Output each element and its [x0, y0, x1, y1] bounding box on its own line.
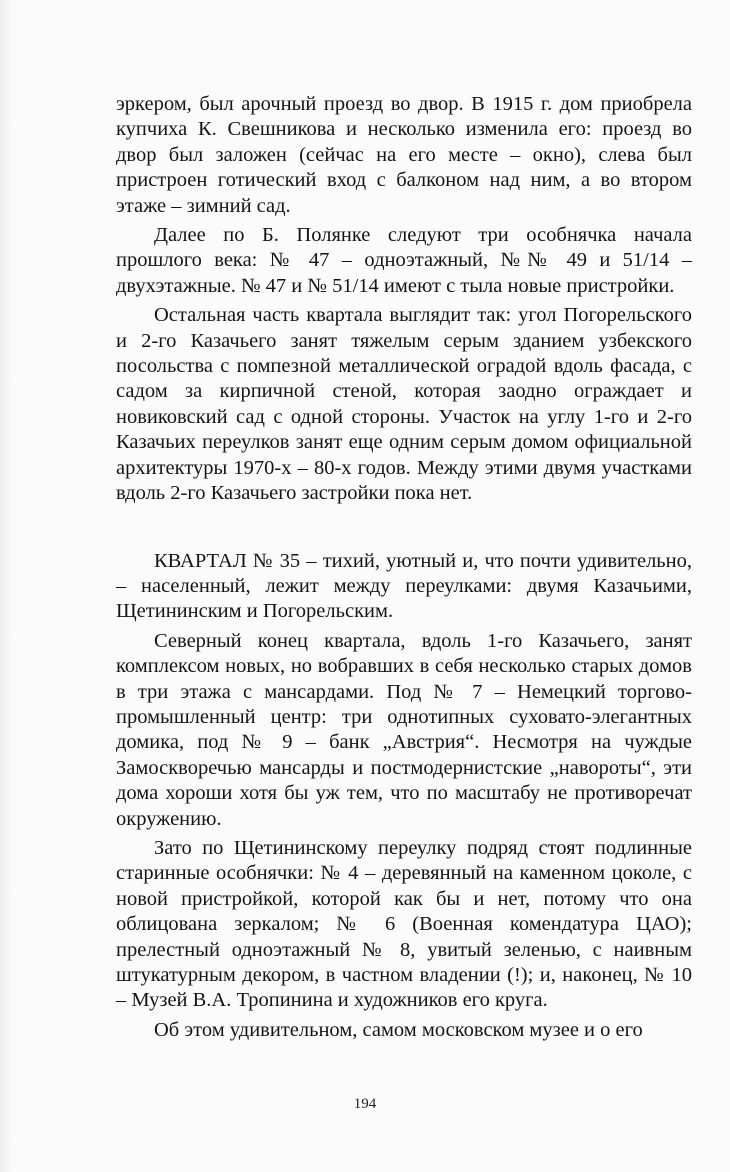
paragraph-rest-of-block: Остальная часть квартала выглядит так: угол Погорельского и 2-го Казачьего занят тяжелым серым зданием узбекского посольства с помпезной металлической оградой вдоль фасада, с садом за кирпичной стеной, которая заодно ограждает и новиковский сад с одной стороны. Участок на углу 1-го и 2-го Казачьих переулков занят еще одним серым домом официальной архитектуры 1970-х – 80-х годов. Между этими двумя участками вдоль 2-го Казачьего застройки пока нет.: [116, 304, 692, 505]
page-body-text: [116, 92, 692, 1043]
paragraph-museum-start: Об этом удивительном, самом московском музее и о его: [154, 1018, 643, 1041]
paragraph-polyanka-mansions: Далее по Б. Полянке следуют три особнячка начала прошлого века: № 47 – одноэтажный, №№ 49 и 51/14 – двухэтажные. № 47 и № 51/14 имеют с тыла новые пристройки.: [116, 224, 692, 297]
paragraph-continuation: эркером, был арочный проезд во двор. В 1915 г. дом приобрела купчиха К. Свешникова и несколько изменила его: проезд во двор был заложен (сейчас на его месте – окно), слева был пристроен готический вход с балконом над ним, а во втором этаже – зимний сад.: [116, 93, 692, 217]
paragraph-block-35-heading: КВАРТАЛ № 35 – тихий, уютный и, что почти удивительно, – населенный, лежит между переулками: двумя Казачьими, Щетининским и Погорельским.: [116, 549, 692, 623]
paragraph-shchetininsky-lane: Зато по Щетининскому переулку подряд стоят подлинные старинные особнячки: № 4 – деревянный на каменном цоколе, с новой пристройкой, которой как бы и нет, потому что она облицована зеркалом; № 6 (Военная комендатура ЦАО); прелестный одноэтажный № 8, увитый зеленью, с наивным штукатурным декором, в частном владении (!); и, наконец, № 10 – Музей В.А. Тропинина и художников его круга.: [116, 836, 692, 1012]
scan-edge-shadow: [0, 0, 14, 1172]
paragraph-north-end: Северный конец квартала, вдоль 1-го Казачьего, занят комплексом новых, но вобравших в себя несколько старых домов в три этажа с мансардами. Под № 7 – Немецкий торгово-промышленный центр: три однотипных суховато-элегантных домика, под № 9 – банк „Австрия“. Несмотря на чуждые Замоскворечью мансарды и постмодернистские „навороты“, эти дома хороши хотя бы уж тем, что по масштабу не противоречат окружению.: [116, 629, 692, 830]
page-number: 194: [353, 1096, 377, 1112]
